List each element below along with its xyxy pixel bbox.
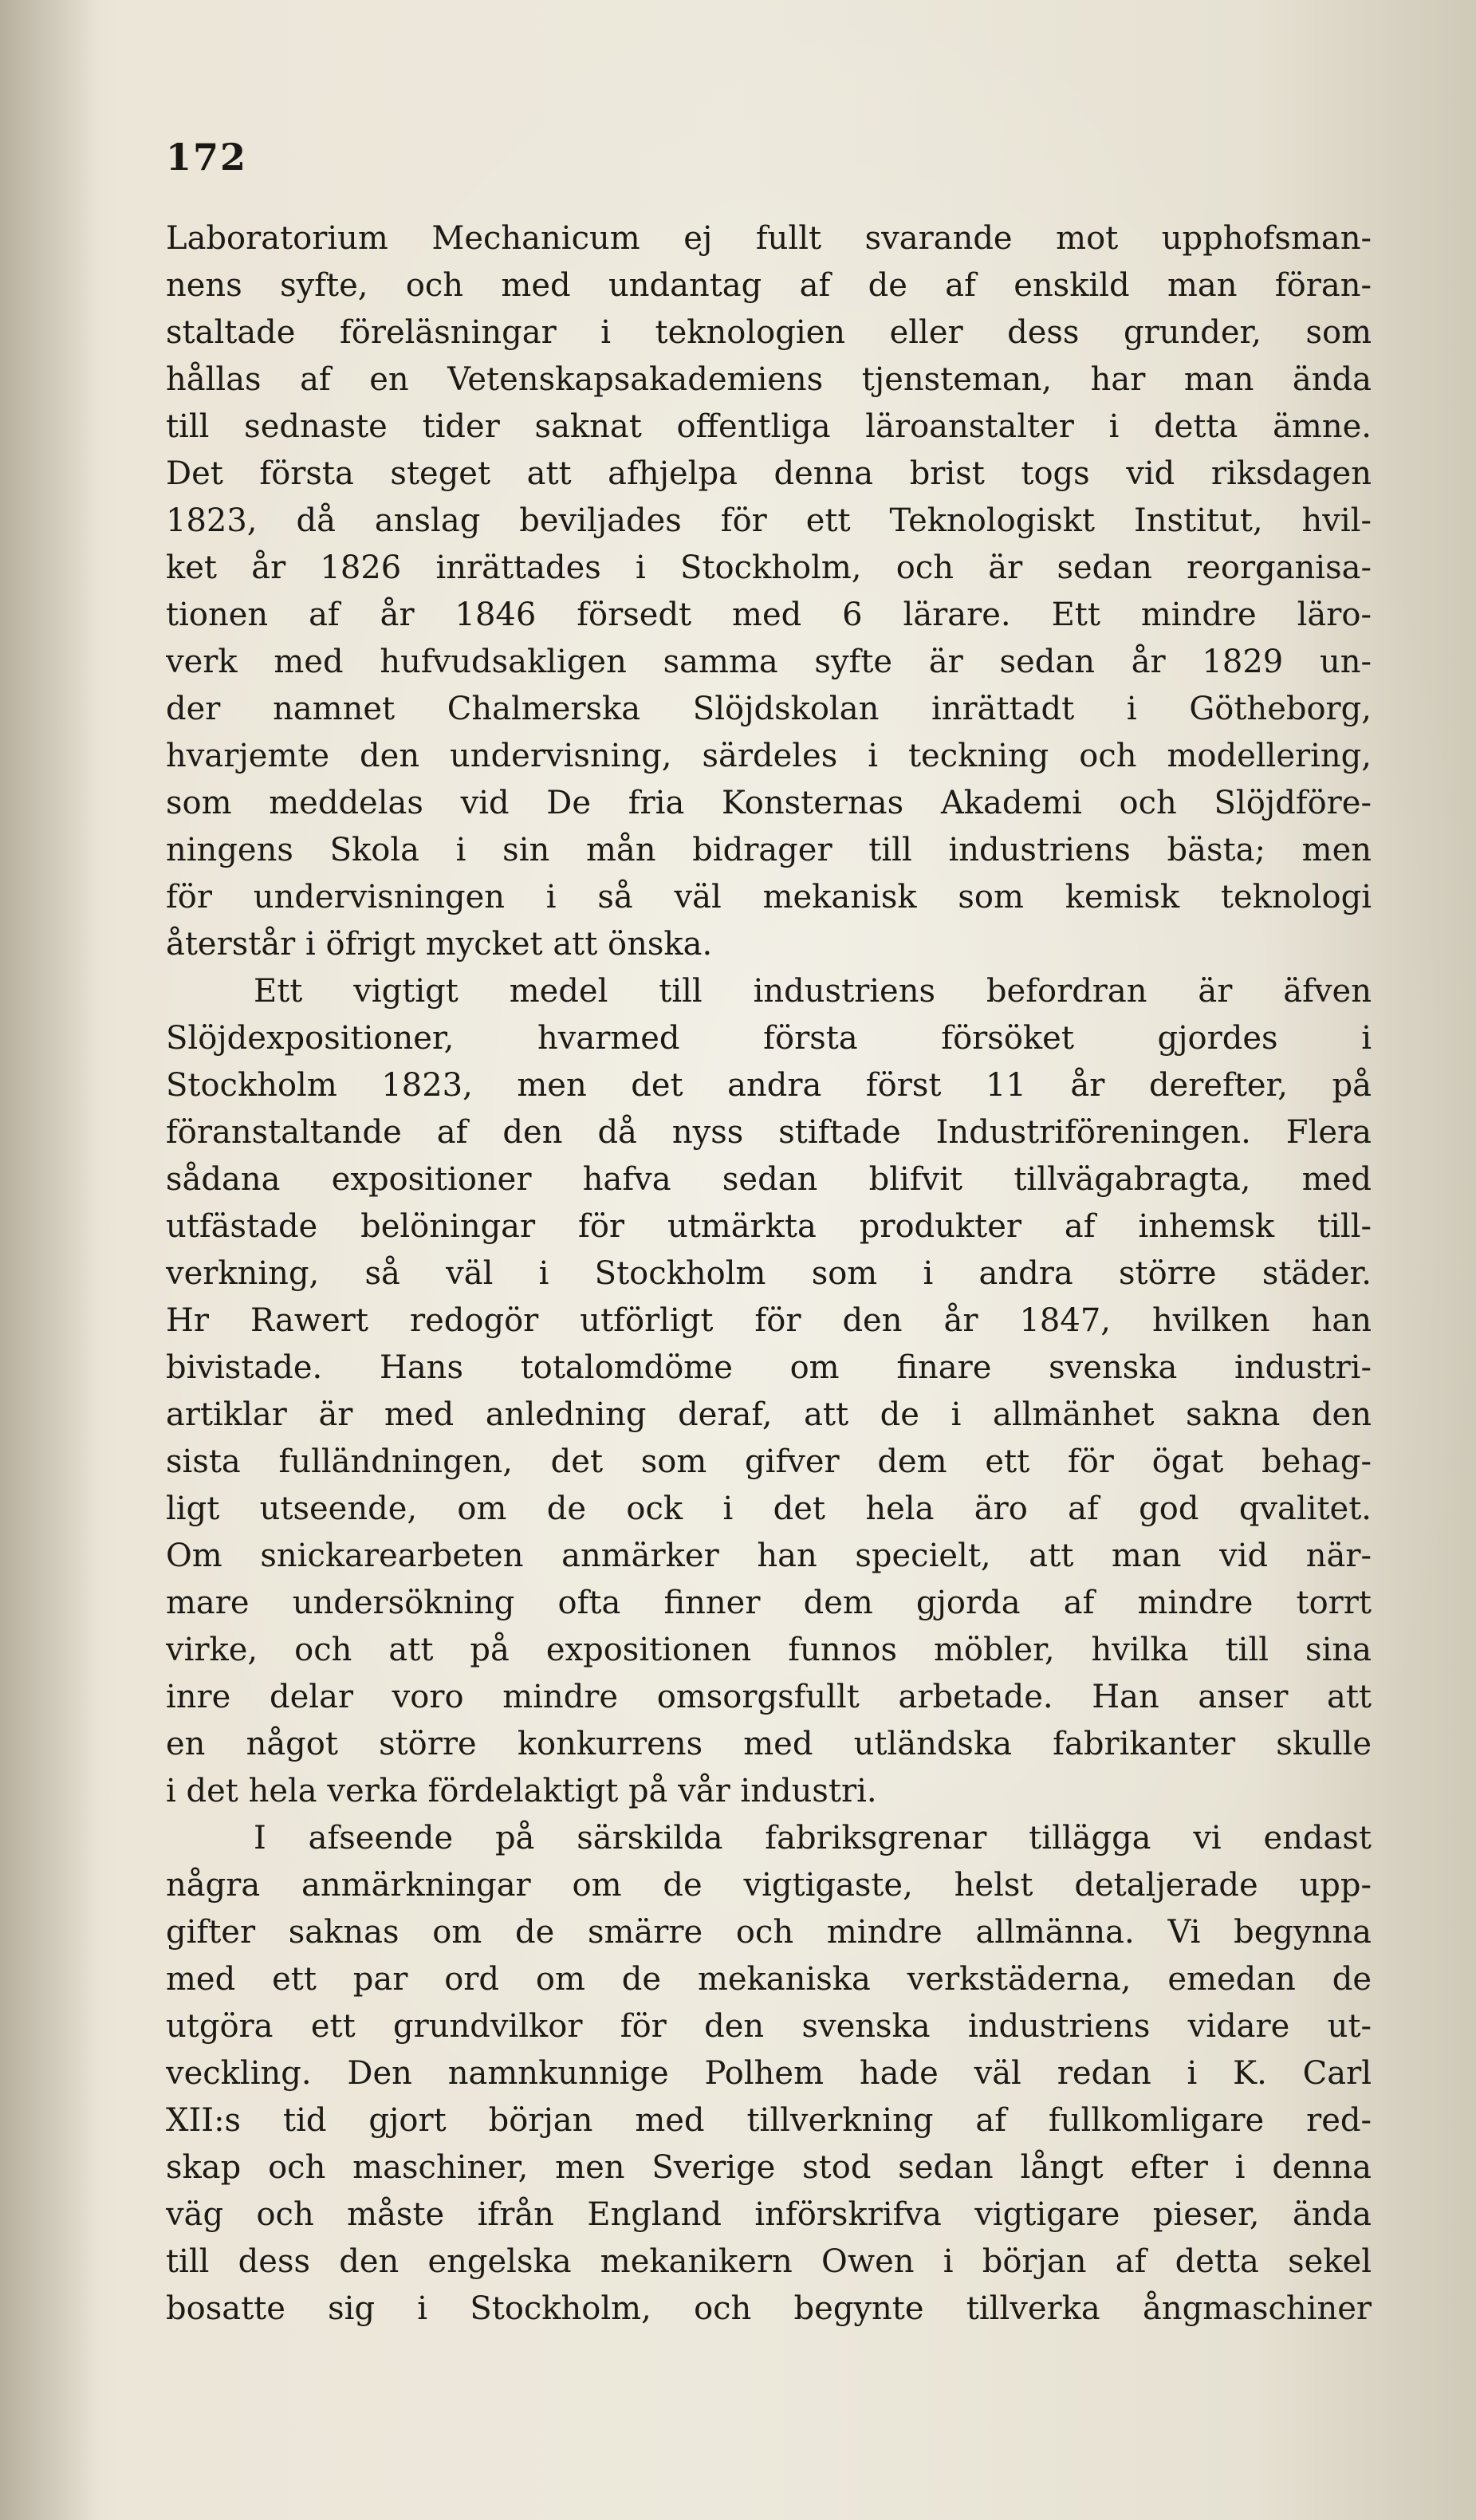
body-text — [166, 215, 1372, 2333]
text-line: sista fulländningen, det som gifver dem ett för ögat behag- — [166, 1443, 1372, 1480]
text-line: veckling. Den namnkunnige Polhem hade väl redan i K. Carl — [166, 2055, 1372, 2092]
text-line: ningens Skola i sin mån bidrager till industriens bästa; men — [166, 832, 1372, 868]
text-line: inre delar voro mindre omsorgsfullt arbetade. Han anser att — [166, 1679, 1372, 1715]
text-line: verkning, så väl i Stockholm som i andra större städer. — [166, 1255, 1372, 1292]
text-line: bosatte sig i Stockholm, och begynte tillverka ångmaschiner — [166, 2290, 1372, 2327]
text-line: XII:s tid gjort början med tillverkning af fullkomligare red- — [166, 2102, 1372, 2139]
text-line: skap och maschiner, men Sverige stod sedan långt efter i denna — [166, 2149, 1372, 2186]
text-line: till sednaste tider saknat offentliga läroanstalter i detta ämne. — [166, 408, 1372, 445]
text-line: mare undersökning ofta finner dem gjorda af mindre torrt — [166, 1585, 1372, 1621]
text-line: hvarjemte den undervisning, särdeles i teckning och modellering, — [166, 738, 1372, 774]
text-line: virke, och att på expositionen funnos möbler, hvilka till sina — [166, 1632, 1372, 1668]
text-line: sådana expositioner hafva sedan blifvit tillvägabragta, med — [166, 1161, 1372, 1198]
paragraph-3 — [166, 1815, 1372, 2333]
text-line: föranstaltande af den då nyss stiftade Industriföreningen. Flera — [166, 1114, 1372, 1151]
text-line: gifter saknas om de smärre och mindre allmänna. Vi begynna — [166, 1914, 1372, 1951]
text-line: utfästade belöningar för utmärkta produkter af inhemsk till- — [166, 1208, 1372, 1245]
text-line: återstår i öfrigt mycket att önska. — [166, 926, 713, 963]
text-line: ligt utseende, om de ock i det hela äro af god qvalitet. — [166, 1490, 1372, 1527]
text-line: Laboratorium Mechanicum ej fullt svarande mot upphofsman- — [166, 220, 1372, 257]
text-line: med ett par ord om de mekaniska verkstäderna, emedan de — [166, 1961, 1372, 1998]
text-line: staltade föreläsningar i teknologien eller dess grunder, som — [166, 314, 1372, 351]
text-line: Hr Rawert redogör utförligt för den år 1847, hvilken han — [166, 1302, 1372, 1339]
text-line: en något större konkurrens med utländska fabrikanter skulle — [166, 1726, 1372, 1762]
text-line: verk med hufvudsakligen samma syfte är sedan år 1829 un- — [166, 644, 1372, 680]
text-line: Slöjdexpositioner, hvarmed första försöket gjordes i — [166, 1020, 1372, 1057]
text-line: i det hela verka fördelaktigt på vår industri. — [166, 1773, 877, 1809]
text-line: artiklar är med anledning deraf, att de i allmänhet sakna den — [166, 1396, 1372, 1433]
page-number: 172 — [166, 136, 248, 179]
text-line: der namnet Chalmerska Slöjdskolan inrättadt i Götheborg, — [166, 691, 1372, 727]
text-line: 1823, då anslag beviljades för ett Teknologiskt Institut, hvil- — [166, 502, 1372, 539]
text-line: utgöra ett grundvilkor för den svenska industriens vidare ut- — [166, 2008, 1372, 2045]
text-line: väg och måste ifrån England införskrifva vigtigare pieser, ända — [166, 2196, 1372, 2233]
text-line: som meddelas vid De fria Konsternas Akademi och Slöjdföre- — [166, 785, 1372, 821]
text-line: några anmärkningar om de vigtigaste, helst detaljerade upp- — [166, 1867, 1372, 1904]
text-line: ket år 1826 inrättades i Stockholm, och är sedan reorganisa- — [166, 549, 1372, 586]
text-line: hållas af en Vetenskapsakademiens tjensteman, har man ända — [166, 361, 1372, 398]
text-line: Det första steget att afhjelpa denna brist togs vid riksdagen — [166, 455, 1372, 492]
text-line: Stockholm 1823, men det andra först 11 år derefter, på — [166, 1067, 1372, 1104]
text-line: I afseende på särskilda fabriksgrenar tillägga vi endast — [254, 1820, 1372, 1857]
spine-shadow — [0, 0, 96, 2520]
paragraph-2 — [166, 968, 1372, 1815]
paragraph-1 — [166, 215, 1372, 968]
text-line: Ett vigtigt medel till industriens befordran är äfven — [254, 973, 1372, 1010]
text-line: för undervisningen i så väl mekanisk som kemisk teknologi — [166, 879, 1372, 915]
text-line: till dess den engelska mekanikern Owen i början af detta sekel — [166, 2243, 1372, 2280]
text-line: Om snickarearbeten anmärker han specielt, att man vid när- — [166, 1538, 1372, 1574]
text-line: nens syfte, och med undantag af de af enskild man föran- — [166, 267, 1372, 304]
text-line: tionen af år 1846 försedt med 6 lärare. Ett mindre läro- — [166, 597, 1372, 633]
text-line: bivistade. Hans totalomdöme om finare svenska industri- — [166, 1349, 1372, 1386]
